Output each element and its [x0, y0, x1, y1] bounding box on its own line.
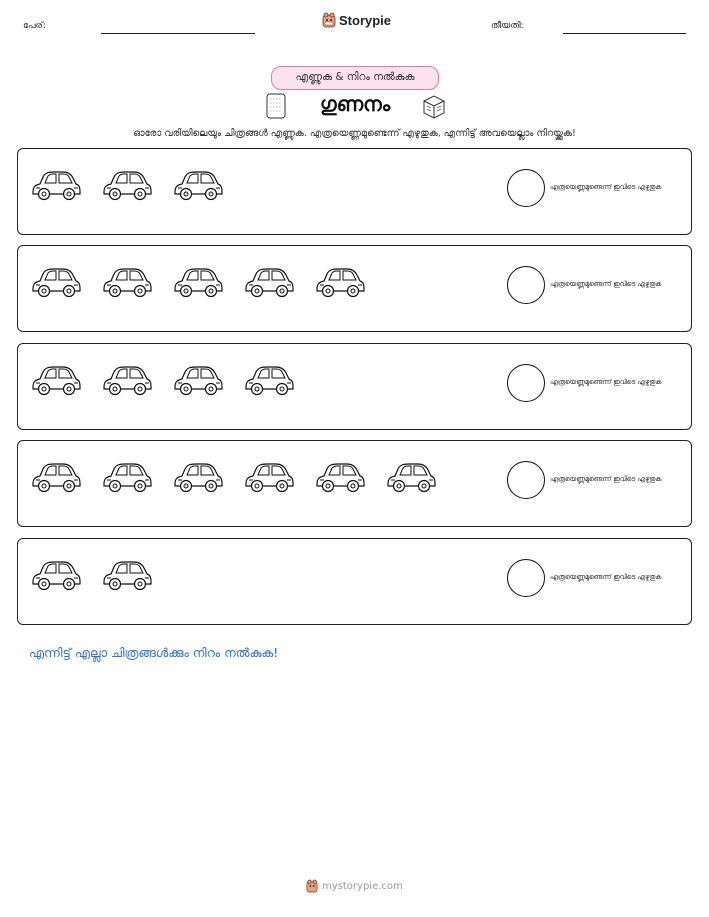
answer-circle[interactable]: [507, 559, 545, 597]
paper-icon: [265, 92, 287, 120]
date-line: [563, 33, 686, 34]
answer-circle[interactable]: [507, 169, 545, 207]
car-group: [30, 557, 153, 591]
name-line: [101, 33, 255, 34]
car-icon: [30, 264, 82, 298]
car-icon: [314, 264, 366, 298]
site-url: mystorypie.com: [322, 880, 403, 892]
counting-row: [17, 538, 692, 625]
car-icon: [30, 459, 82, 493]
car-icon: [101, 264, 153, 298]
answer-label: എത്രയെണ്ണമുണ്ടെന്ന് ഇവിടെ എഴുതുക: [550, 573, 662, 581]
counting-row: [17, 245, 692, 332]
footer-instruction: എന്നിട്ട് എല്ലാ ചിത്രങ്ങൾക്കും നിറം നൽകുക!: [29, 645, 279, 660]
answer-label: എത്രയെണ്ണമുണ്ടെന്ന് ഇവിടെ എഴുതുക: [550, 183, 662, 191]
answer-label: എത്രയെണ്ണമുണ്ടെന്ന് ഇവിടെ എഴുതുക: [550, 475, 662, 483]
answer-label: എത്രയെണ്ണമുണ്ടെന്ന് ഇവിടെ എഴുതുക: [550, 378, 662, 386]
car-icon: [30, 362, 82, 396]
storypie-logo-icon: [322, 12, 336, 28]
answer-circle[interactable]: [507, 461, 545, 499]
answer-label: എത്രയെണ്ണമുണ്ടെന്ന് ഇവിടെ എഴുതുക: [550, 280, 662, 288]
counting-row: [17, 440, 692, 527]
car-icon: [101, 362, 153, 396]
page-title: ഗുണനം: [319, 92, 391, 116]
car-icon: [30, 167, 82, 201]
car-icon: [314, 459, 366, 493]
counting-row: [17, 343, 692, 430]
car-icon: [172, 167, 224, 201]
counting-row: [17, 148, 692, 235]
block-cube-icon: [420, 92, 448, 120]
car-icon: [385, 459, 437, 493]
date-label: തീയതി:: [491, 21, 524, 31]
instructions-text: ഓരോ വരിയിലെയും ചിത്രങ്ങൾ എണ്ണുക. എത്രയെണ്ണമുണ്ടെന്ന് എഴുതുക, എന്നിട്ട് അവയെല്ലാം നിറയ്ക്കുക!: [133, 128, 576, 139]
car-icon: [101, 459, 153, 493]
car-icon: [101, 557, 153, 591]
brand-name: Storypie: [339, 12, 392, 28]
car-icon: [243, 264, 295, 298]
car-icon: [30, 557, 82, 591]
car-group: [30, 362, 295, 396]
car-icon: [243, 459, 295, 493]
name-label: പേര്:: [23, 21, 46, 31]
site-footer: [306, 879, 403, 893]
car-group: [30, 264, 366, 298]
activity-pill: എണ്ണുക & നിറം നൽകുക: [271, 66, 439, 90]
car-icon: [172, 264, 224, 298]
storypie-small-logo-icon: [306, 879, 318, 893]
car-icon: [101, 167, 153, 201]
car-icon: [172, 459, 224, 493]
answer-circle[interactable]: [507, 266, 545, 304]
brand: [322, 12, 391, 28]
car-group: [30, 459, 437, 493]
car-icon: [243, 362, 295, 396]
car-group: [30, 167, 224, 201]
answer-circle[interactable]: [507, 364, 545, 402]
car-icon: [172, 362, 224, 396]
